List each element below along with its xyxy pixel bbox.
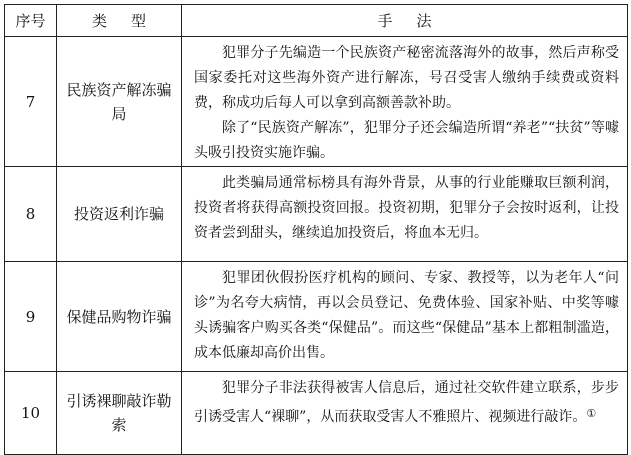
row-method: [182, 37, 628, 167]
table-header-row: [5, 5, 628, 37]
row-number: 8: [5, 167, 57, 262]
row-number: 10: [5, 372, 57, 455]
fraud-methods-table: [4, 4, 628, 455]
header-type: 类型: [57, 5, 182, 37]
row-type: 投资返利诈骗: [57, 167, 182, 262]
header-method: 手法: [182, 5, 628, 37]
row-type: 引诱裸聊敲诈勒索: [57, 372, 182, 455]
table-row: [5, 372, 628, 455]
method-paragraph: 除了“民族资产解冻”，犯罪分子还会编造所谓“养老”“扶贫”等噱头吸引投资实施诈骗。: [194, 120, 619, 161]
row-type: 保健品购物诈骗: [57, 262, 182, 372]
row-type: 民族资产解冻骗局: [57, 37, 182, 167]
table-row: [5, 37, 628, 167]
method-paragraph: 此类骗局通常标榜具有海外背景，从事的行业能赚取巨额利润，投资者将获得高额投资回报。投资初期，犯罪分子会按时返利，让投资者尝到甜头，继续追加投资后，将血本无归。: [194, 175, 619, 241]
method-paragraph: 犯罪团伙假扮医疗机构的顾问、专家、教授等，以为老年人“问诊”为名夸大病情，再以会员登记、免费体验、国家补贴、中奖等噱头诱骗客户购买各类“保健品”。而这些“保健品”基本上都粗制滥造，成本低廉却高价出售。: [194, 270, 619, 361]
footnote-marker[interactable]: ①: [586, 407, 597, 420]
row-number: 7: [5, 37, 57, 167]
method-text: 犯罪分子非法获得被害人信息后，通过社交软件建立联系，步步引诱受害人“裸聊”，从而获取受害人不雅照片、视频进行敲诈。: [194, 380, 619, 425]
row-number: 9: [5, 262, 57, 372]
table-row: [5, 262, 628, 372]
row-method: [182, 262, 628, 372]
table-row: [5, 167, 628, 262]
method-paragraph: 犯罪分子先编造一个民族资产秘密流落海外的故事，然后声称受国家委托对这些海外资产进行解冻，号召受害人缴纳手续费或资料费，称成功后每人可以拿到高额善款补助。: [194, 45, 619, 111]
header-no: 序号: [5, 5, 57, 37]
row-method: [182, 167, 628, 262]
row-method: [182, 372, 628, 455]
method-paragraph: [194, 376, 619, 430]
